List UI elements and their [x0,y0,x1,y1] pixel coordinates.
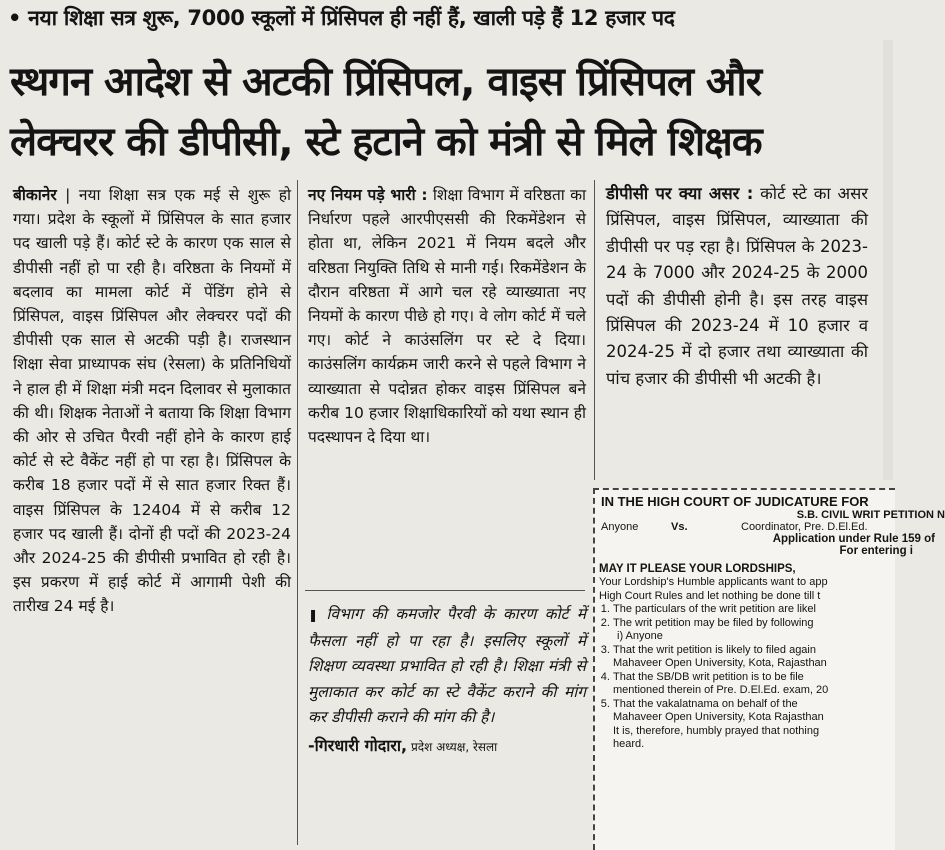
column-2-text: शिक्षा विभाग में वरिष्ठता का निर्धारण पहले आरपीएससी की रिकमेंडेशन से होता था, लेकिन 2021 में नियम बदले और वरिष्ठता नियुक्ति तिथि से मानी गई। रिकमेंडेशन के दौरान वरिष्ठता में आगे चल रहे व्याख्याता नए नियमों के कारण पीछे हो गए। वे लोग कोर्ट में चले गए। कोर्ट ने काउंसलिंग पर स्टे दे दिया। काउंसलिंग कार्यक्रम जारी करने से पहले विभाग ने व्याख्याता से पदोन्नत होकर वाइस प्रिंसिपल बने करीब 10 हजार शिक्षाधिकारियों को यथा स्थान ही पदस्थापन दे दिया था। [308,186,586,447]
dateline: बीकानेर [13,186,57,204]
notice-application: Application under Rule 159 of [772,533,935,545]
headline-line-2: लेक्चरर की डीपीसी, स्टे हटाने को मंत्री से मिले शिक्षक [10,119,762,165]
notice-salutation: MAY IT PLEASE YOUR LORDSHIPS, [599,563,796,575]
subhead-new-rules: नए नियम पड़े भारी : [308,186,428,204]
notice-item: 5. That the vakalatnama on behalf of the Mahaveer Open University, Kota Rajasthan It is, therefore, humbly prayed that nothing heard. [613,698,895,752]
article-column-1 [13,183,291,843]
notice-entering: For entering i [839,545,913,557]
column-3-text: कोर्ट स्टे का असर प्रिंसिपल, वाइस प्रिंसिपल, व्याख्याता की डीपीसी पर पड़ रहा है। प्रिंसिपल के 2023-24 के 7000 और 2024-25 के 2000 पदों की डीपीसी होनी है। इस तरह वाइस प्रिंसिपल की 2023-24 में 10 हजार व 2024-25 में दो हजार तथा व्याख्याता की पांच हजार की डीपीसी भी अटकी है। [606,184,868,388]
adjacent-column-edge [883,40,893,480]
column-divider-2 [594,180,595,480]
notice-party-1: Anyone [601,521,639,533]
quote-text: विभाग की कमजोर पैरवी के कारण कोर्ट में फैसला नहीं हो पा रहा है। इसलिए स्कूलों में शिक्षण व्यवस्था प्रभावित हो रही है। शिक्षा मंत्री से मुलाकात कर कोर्ट का स्टे वैकेंट कराने की मांग कर डीपीसी कराने की मांग की है। [308,605,586,726]
article-column-2 [308,183,586,583]
notice-petition-title: S.B. CIVIL WRIT PETITION N [796,509,945,521]
notice-intro-2: High Court Rules and let nothing be done till t [599,590,821,602]
dateline-separator: | [56,186,79,204]
attribution-name: -गिरधारी गोदारा, [308,735,408,755]
notice-court-title: IN THE HIGH COURT OF JUDICATURE FOR [601,494,869,509]
attribution-role: प्रदेश अध्यक्ष, रेसला [407,739,498,754]
notice-item: 1. The particulars of the writ petition are likel [613,603,895,617]
notice-item: 3. That the writ petition is likely to filed again Mahaveer Open University, Kota, Rajasthan [613,644,895,671]
court-notice-ad [593,488,945,850]
quote-mark-icon: ❚ [308,608,319,622]
article-column-3 [606,181,868,481]
notice-intro-1: Your Lordship's Humble applicants want to app [599,576,828,588]
notice-item: 4. That the SB/DB writ petition is to be file mentioned therein of Pre. D.El.Ed. exam, 20 [613,671,895,698]
kicker-line: • नया शिक्षा सत्र शुरू, 7000 स्कूलों में प्रिंसिपल ही नहीं हैं, खाली पड़े हैं 12 हजार पद [8,6,675,30]
column-divider-1 [297,180,298,845]
notice-party-2: Coordinator, Pre. D.El.Ed. [741,521,868,533]
notice-list [595,603,895,752]
notice-parties [601,521,895,533]
notice-item: 2. The writ petition may be filed by following i) Anyone [613,617,895,644]
quote-box [308,602,586,848]
subhead-dpc-effect: डीपीसी पर क्या असर : [606,184,754,203]
column-1-text: नया शिक्षा सत्र एक मई से शुरू हो गया। प्रदेश के स्कूलों में प्रिंसिपल के सात हजार पद खाली पड़े हैं। कोर्ट स्टे के कारण एक साल से डीपीसी नहीं हो पा रही है। वरिष्ठता के नियमों में बदलाव का मामला कोर्ट में पेंडिंग होने से प्रिंसिपल, वाइस प्रिंसिपल और लेक्चरर पदों की डीपीसी एक साल से अटकी पड़ी है। राजस्थान शिक्षा सेवा प्राध्यापक संघ (रेसला) के प्रतिनिधियों ने हाल ही में शिक्षा मंत्री मदन दिलावर से मुलाकात की थी। शिक्षक नेताओं ने बताया कि शिक्षा विभाग की ओर से उचित पैरवी नहीं होने के कारण हाई कोर्ट से स्टे वैकेंट नहीं हो पा रहा है। प्रिंसिपल के करीब 18 हजार पदों में से सात हजार रिक्त हैं। वाइस प्रिंसिपल के 12404 में से करीब 12 हजार पद खाली हैं। दोनों ही पदों की 2023-24 और 2024-25 की डीपीसी प्रभावित हो रही है। इस प्रकरण में हाई कोर्ट में आगामी पेशी की तारीख 24 मई है। [13,186,291,616]
headline-line-1: स्थगन आदेश से अटकी प्रिंसिपल, वाइस प्रिंसिपल और [10,59,762,105]
quote-divider [305,590,585,591]
notice-vs: Vs. [671,521,688,533]
